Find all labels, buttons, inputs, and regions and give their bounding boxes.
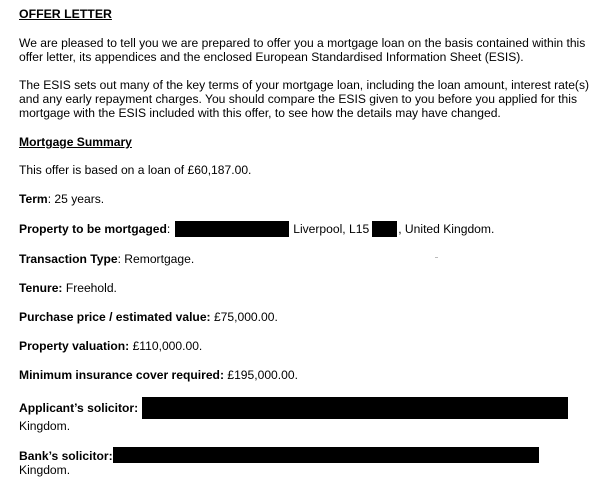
transaction-type-label: Transaction Type <box>19 252 118 266</box>
transaction-type-value: : Remortgage. <box>117 252 195 266</box>
applicant-solicitor-label: Applicant’s solicitor: <box>19 401 139 415</box>
esis-paragraph: The ESIS sets out many of the key terms of your mortgage loan, including the loan amount, interest rate(s) and any early repayment charges. You should compare the ESIS given to you before you applied for this mortgage with the ESIS included with this offer, to see how the details may have changed. <box>19 78 590 120</box>
intro-paragraph: We are pleased to tell you we are prepared to offer you a mortgage loan on the basis contained within this offer letter, its appendices and the enclosed European Standardised Information Sheet (ESIS). <box>19 36 586 64</box>
term-value: : 25 years. <box>47 192 105 206</box>
redaction-bar <box>113 447 539 463</box>
tenure-row <box>19 281 591 295</box>
redaction-bar <box>372 221 397 237</box>
purchase-price-value: £75,000.00. <box>210 310 278 324</box>
property-valuation-label: Property valuation: <box>19 339 130 353</box>
bank-solicitor-row <box>19 447 591 477</box>
scan-speck <box>435 257 438 258</box>
min-insurance-value: £195,000.00. <box>223 368 298 382</box>
bank-solicitor-line2: Kingdom. <box>19 463 71 477</box>
applicant-solicitor-row <box>19 397 591 433</box>
tenure-value: Freehold. <box>62 281 117 295</box>
offer-letter-document <box>19 7 591 491</box>
property-row <box>19 221 591 237</box>
mortgage-summary-heading: Mortgage Summary <box>19 135 132 149</box>
property-colon: : <box>166 222 171 236</box>
transaction-type-row <box>19 252 591 266</box>
property-country: , United Kingdom. <box>398 222 495 236</box>
purchase-price-row <box>19 310 591 324</box>
property-valuation-value: £110,000.00. <box>129 339 203 353</box>
property-valuation-row <box>19 339 591 353</box>
document-title: OFFER LETTER <box>19 7 112 21</box>
min-insurance-row <box>19 368 591 382</box>
property-label: Property to be mortgaged <box>19 222 167 236</box>
applicant-solicitor-line2: Kingdom. <box>19 419 71 433</box>
loan-statement: This offer is based on a loan of £60,187.00. <box>19 163 252 177</box>
property-city: Liverpool, L15 <box>293 222 370 236</box>
bank-solicitor-label: Bank’s solicitor: <box>19 449 113 463</box>
term-label: Term <box>19 192 48 206</box>
tenure-label: Tenure: <box>19 281 63 295</box>
redaction-bar <box>175 221 289 237</box>
redaction-bar <box>142 397 568 419</box>
purchase-price-label: Purchase price / estimated value: <box>19 310 211 324</box>
min-insurance-label: Minimum insurance cover required: <box>19 368 224 382</box>
term-row <box>19 192 591 206</box>
